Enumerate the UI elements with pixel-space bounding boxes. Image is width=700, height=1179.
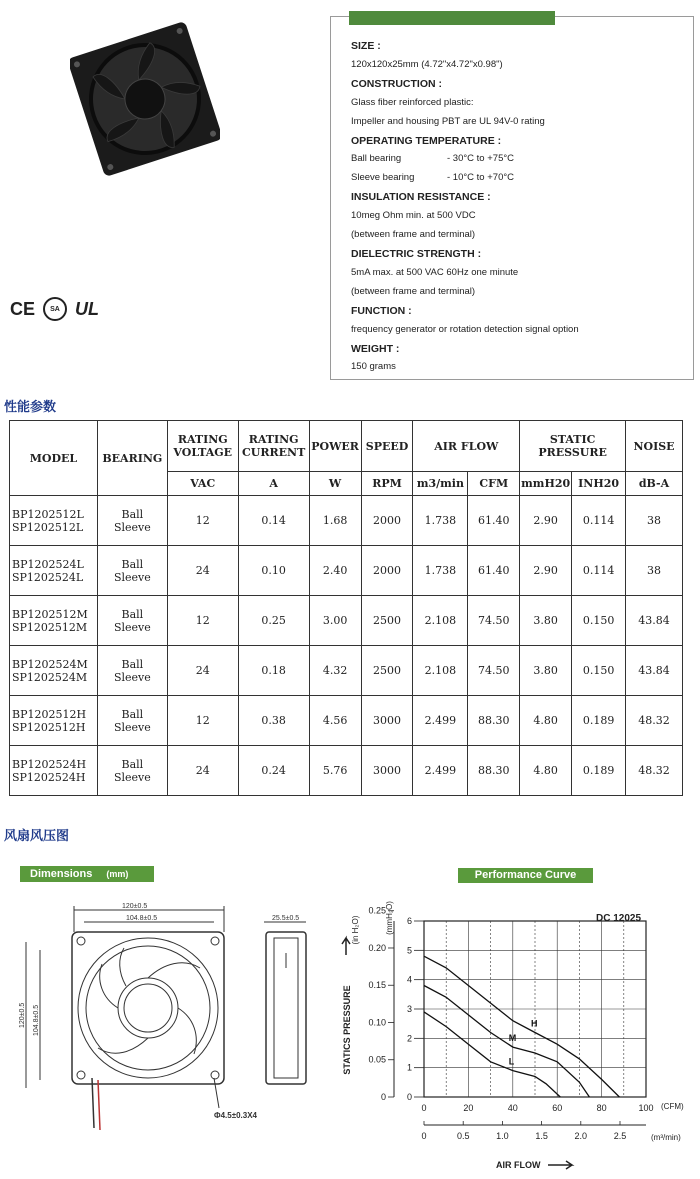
curve-H [424,956,619,1097]
unit-cell: W [309,472,361,496]
header-rating-voltage: RATING VOLTAGE [167,421,238,472]
current-cell: 0.18 [238,646,309,696]
m3min-cell: 2.499 [413,696,468,746]
header-speed: SPEED [361,421,413,472]
table-body [10,496,683,796]
x-tick-cfm: 100 [638,1103,654,1113]
ce-logo: CE [10,298,36,319]
y-tick-mm: 0 [406,1092,412,1102]
m3min-cell: 2.499 [413,746,468,796]
inh2o-cell: 0.189 [572,696,626,746]
spec-header-bar [349,11,555,25]
chart-model-label: DC 12025 [596,913,642,924]
table-row [10,546,683,596]
hole-label: Φ4.5±0.3X4 [214,1111,257,1120]
table-row [10,496,683,546]
m3min-cell: 2.108 [413,646,468,696]
power-cell: 2.40 [309,546,361,596]
x-tick-cfm: 0 [421,1103,427,1113]
noise-cell: 48.32 [626,746,683,796]
spec-key: Sleeve bearing [351,172,415,184]
bearing-cell: Ball Sleeve [97,596,167,646]
bearing-cell: Ball Sleeve [97,696,167,746]
voltage-cell: 24 [167,546,238,596]
inh2o-cell: 0.189 [572,746,626,796]
spec-heading: OPERATING TEMPERATURE : [351,134,502,147]
unit-cell: A [238,472,309,496]
x-tick-m3: 0 [421,1131,427,1141]
spec-value: - 30°C to +75°C [447,153,515,165]
header-noise: NOISE [626,421,683,472]
cfm-cell: 74.50 [468,596,520,646]
x-unit-m3: (m³/min) [651,1133,681,1142]
model-cell: BP1202524L SP1202524L [10,546,98,596]
x-tick-m3: 1.5 [535,1131,548,1141]
current-cell: 0.24 [238,746,309,796]
speed-cell: 3000 [361,746,413,796]
spec-body [351,37,685,377]
y-left-unit: (in H₂O) [351,915,360,945]
bearing-cell: Ball Sleeve [97,646,167,696]
power-cell: 1.68 [309,496,361,546]
inh2o-cell: 0.150 [572,596,626,646]
height-outer-label: 120±0.5 [19,1002,26,1028]
inh2o-cell: 0.150 [572,646,626,696]
spec-line: 150 grams [351,361,396,373]
model-cell: BP1202524M SP1202524M [10,646,98,696]
unit-cell: RPM [361,472,413,496]
y-tick-in: 0.15 [368,980,386,991]
certification-logos [10,296,120,322]
spec-pair [351,150,685,169]
mmh2o-cell: 4.80 [520,696,572,746]
header-bearing: BEARING [97,421,167,496]
sa-logo: SA [43,297,67,321]
spec-heading: FUNCTION : [351,304,412,317]
performance-curve-label: Performance Curve [458,868,593,883]
chart-curves [424,956,619,1097]
mmh2o-cell: 2.90 [520,546,572,596]
current-cell: 0.14 [238,496,309,546]
bearing-cell: Ball Sleeve [97,546,167,596]
spec-heading: SIZE : [351,40,381,52]
curve-label-H: H [531,1018,538,1029]
noise-cell: 43.84 [626,646,683,696]
curve-M [424,986,589,1098]
voltage-cell: 12 [167,496,238,546]
x-tick-m3: 2.5 [613,1131,627,1141]
unit-cell: dB-A [626,472,683,496]
header-power: POWER [309,421,361,472]
y-tick-in: 0 [380,1092,386,1102]
speed-cell: 2000 [361,496,413,546]
spec-line: 5mA max. at 500 VAC 60Hz one minute [351,266,519,278]
spec-key: Ball bearing [351,153,402,165]
height-inner-label: 104.8±0.5 [33,1004,40,1036]
noise-cell: 38 [626,546,683,596]
m3min-cell: 1.738 [413,546,468,596]
y-tick-mm: 6 [406,916,412,926]
x-tick-cfm: 60 [552,1103,563,1113]
width-inner-label: 104.8±0.5 [126,915,158,922]
cfm-cell: 88.30 [468,696,520,746]
ul-logo: UL [75,298,100,319]
speed-cell: 3000 [361,696,413,746]
current-cell: 0.25 [238,596,309,646]
dimensions-drawing [14,898,334,1148]
spec-panel [330,16,694,380]
unit-cell: CFM [468,472,520,496]
cfm-cell: 74.50 [468,646,520,696]
x-tick-cfm: 80 [596,1103,607,1113]
model-cell: BP1202512L SP1202512L [10,496,98,546]
voltage-cell: 12 [167,696,238,746]
y-tick-mm: 5 [406,945,412,956]
spec-heading: WEIGHT : [351,342,400,355]
inh2o-cell: 0.114 [572,496,626,546]
inh2o-cell: 0.114 [572,546,626,596]
m3min-cell: 2.108 [413,596,468,646]
cfm-cell: 61.40 [468,496,520,546]
header-rating-current: RATING CURRENT [238,421,309,472]
spec-heading: DIELECTRIC STRENGTH : [351,247,482,260]
x-tick-m3: 1.0 [496,1131,509,1141]
performance-table [9,420,683,796]
spec-line: 10meg Ohm min. at 500 VDC [351,210,476,222]
section-title-performance: 性能参数 [4,400,57,415]
unit-cell: INH20 [572,472,626,496]
spec-line: (between frame and terminal) [351,229,476,241]
table-row [10,596,683,646]
header-static-pressure: STATIC PRESSURE [520,421,626,472]
mmh2o-cell: 3.80 [520,596,572,646]
cfm-cell: 61.40 [468,546,520,596]
y-right-unit: (mmH₂O) [385,901,394,935]
width-outer-label: 120±0.5 [122,903,148,910]
table-row [10,646,683,696]
curve-label-L: L [508,1056,515,1067]
curve-label-M: M [508,1033,517,1044]
y-tick-mm: 3 [406,1004,412,1014]
chart-grid [424,921,646,1097]
y-tick-in: 0.25 [368,905,386,916]
noise-cell: 43.84 [626,596,683,646]
m3min-cell: 1.738 [413,496,468,546]
dimensions-label: Dimensions (mm) [20,866,154,882]
x-tick-m3: 0.5 [456,1131,470,1141]
voltage-cell: 12 [167,596,238,646]
noise-cell: 48.32 [626,696,683,746]
spec-line: Glass fiber reinforced plastic: [351,96,474,108]
mmh2o-cell: 4.80 [520,746,572,796]
speed-cell: 2500 [361,596,413,646]
voltage-cell: 24 [167,646,238,696]
spec-pair [351,169,685,188]
x-tick-cfm: 40 [507,1103,518,1113]
header-model: MODEL [10,421,98,496]
speed-cell: 2500 [361,646,413,696]
header-air-flow: AIR FLOW [413,421,520,472]
fan-photo [70,14,220,184]
y-axis-label: STATICS PRESSURE [342,985,352,1075]
unit-cell: m3/min [413,472,468,496]
model-cell: BP1202512M SP1202512M [10,596,98,646]
current-cell: 0.10 [238,546,309,596]
y-tick-mm: 4 [406,974,412,985]
noise-cell: 38 [626,496,683,546]
power-cell: 4.32 [309,646,361,696]
spec-heading: CONSTRUCTION : [351,77,442,90]
unit-cell: mmH20 [520,472,572,496]
y-tick-mm: 2 [406,1033,412,1044]
spec-line: Impeller and housing PBT are UL 94V-0 rating [351,115,545,127]
spec-line: 120x120x25mm (4.72"x4.72"x0.98") [351,58,503,70]
bearing-cell: Ball Sleeve [97,746,167,796]
model-cell: BP1202512H SP1202512H [10,696,98,746]
performance-chart [336,860,700,1179]
table-row [10,746,683,796]
x-unit-cfm: (CFM) [661,1102,684,1111]
x-tick-m3: 2.0 [574,1131,588,1141]
chart-labels [368,906,653,1141]
x-axis-label: AIR FLOW [496,1160,541,1170]
depth-label: 25.5±0.5 [272,915,300,922]
spec-line: frequency generator or rotation detection signal option [351,323,579,335]
cfm-cell: 88.30 [468,746,520,796]
power-cell: 4.56 [309,696,361,746]
spec-value: - 10°C to +70°C [447,172,515,184]
mmh2o-cell: 3.80 [520,646,572,696]
model-cell: BP1202524H SP1202524H [10,746,98,796]
power-cell: 5.76 [309,746,361,796]
unit-cell: VAC [167,472,238,496]
spec-heading: INSULATION RESISTANCE : [351,191,491,204]
current-cell: 0.38 [238,696,309,746]
x-tick-cfm: 20 [463,1103,474,1113]
y-tick-in: 0.10 [368,1017,386,1028]
speed-cell: 2000 [361,546,413,596]
table-row [10,696,683,746]
x-axis-arrow-icon [548,1161,572,1169]
bearing-cell: Ball Sleeve [97,496,167,546]
mmh2o-cell: 2.90 [520,496,572,546]
section-title-pressure: 风扇风压图 [4,829,70,844]
spec-line: (between frame and terminal) [351,285,476,297]
y-tick-mm: 1 [406,1062,412,1073]
voltage-cell: 24 [167,746,238,796]
power-cell: 3.00 [309,596,361,646]
y-axis-arrow-icon [342,938,350,955]
y-tick-in: 0.05 [368,1054,386,1065]
y-tick-in: 0.20 [368,942,386,953]
